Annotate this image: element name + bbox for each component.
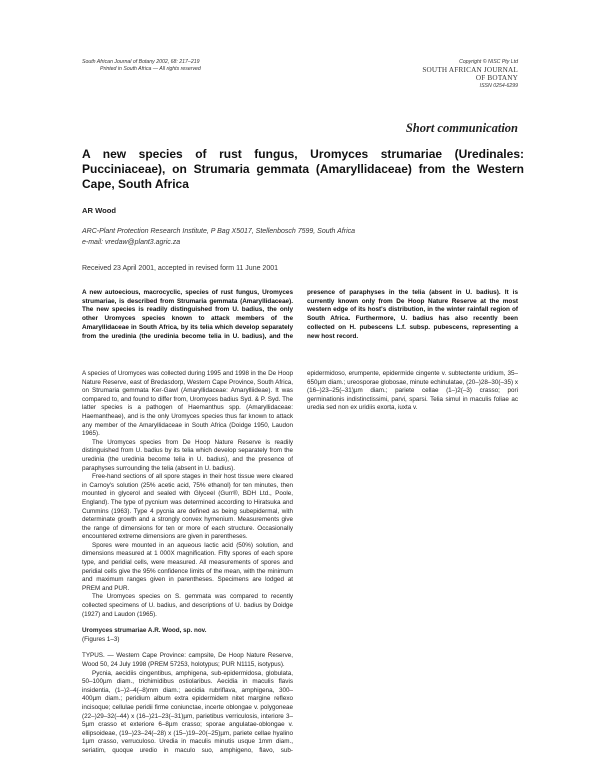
author-affiliation — [82, 227, 355, 248]
body-paragraph-3: Free-hand sections of all spore stages in their host tissue were cleared in Carnoy's solution (25% acetic acid, 75% ethanol) for ten minutes, then mounted in glycerol and sealed with Glyceel (Gurr®, BDH Ltd., Poole, England). The type of pycnium was determined according to Hiratsuka and Cummins (1963). Type 4 pycnia are defined as being subepidermal, with determinate growth and a strongly convex hymenium. Measurements give the range of dimensions for ten or more of each structure. Occasionally encountered extreme dimensions are given in parentheses. — [82, 473, 293, 541]
article-title: A new species of rust fungus, Uromyces strumariae (Uredinales: Pucciniaceae), on Strumaria gemmata (Amaryllidaceae) from the Western Cape, South Africa — [82, 147, 524, 191]
journal-name-line1: SOUTH AFRICAN JOURNAL — [422, 66, 518, 74]
typus-paragraph: TYPUS. — Western Cape Province: campsite, De Hoop Nature Reserve, Wood 50, 24 July 1998 (PREM 57253, holotypus; PUR N1115, isotypus). — [82, 652, 293, 668]
journal-name-line2: OF BOTANY — [475, 74, 518, 83]
abstract: A new autoecious, macrocyclic, species of rust fungus, Uromyces strumariae, is described from Strumaria gemmata (Amaryllidaceae). The new species is readily distinguished from U. badius, the only other Uromyces species known to attack members of the Amaryllidaceae in South Africa, by its telia which develop separately from the uredinia (the uredinia become telia in U. badius), and the presence of paraphyses in the telia (absent in U. badius). It is currently known only from De Hoop Nature Reserve at the most western edge of its host's distribution, in the winter rainfall region of South Africa. Furthermore, U. badius has also recently been collected on H. pubescens L.f. subsp. pubescens, representing a new host record. — [82, 289, 518, 340]
email-line[interactable]: e-mail: vredaw@plant3.agric.za — [82, 238, 181, 246]
received-dates: Received 23 April 2001, accepted in revised form 11 June 2001 — [82, 265, 278, 272]
journal-citation — [82, 59, 201, 73]
journal-masthead — [422, 59, 518, 90]
affiliation-line: ARC-Plant Protection Research Institute, P Bag X5017, Stellenbosch 7599, South Africa — [82, 228, 356, 235]
issn-line: ISSN 0254-6299 — [479, 83, 518, 90]
latin-description: Pycnia, aecidiis cingentibus, amphigena, sub-epidermidosa, globulata, 50–100µm diam., trichimidibus ostiolaribus. Aecidia in maculis flavis insidentia, (1–)2–4(–8)mm diam.; aecidia rubriflava, amphigena, 300–400µm diam.; peridium album extra epidermidem nitet margine reflexo incisoque; cellulae peridii firme coniunctae, incerte oblongae v. polygoneae (22–)29–32(–44) x (16–)21–23(–31)µm, parietibus verriculosis, interiore 3–5µm crasso et exteriore 6–8µm crasso; sporae angulatae-oblongae v. ellipsoideae, (19–)23–24(–28) x (15–)19–20(–25)µm, pariete cellae hyalino 1µm crasso, verruculoso. Uredia in maculis minutis usque 1mm diam., seriatim, quoque uredio in maculo suo, amphigeno, flavo, sub-epidermidoso, erumpente, epidermide cingente v. subtectente uridium, 35–650µm diam.; ureosporae globosae, minute echinulatae, (20–)28–30(–35) x (16–)23–25(–31)µm diam.; pariete cellae (1–)2(–3) crasso; pori germinationis indistinctissimi, parvi, sparsi. Telia simul in maculis foliae ac uredia sed non ex uridiis exorta, iuxta v. — [82, 370, 518, 754]
body-paragraph-2: The Uromyces species from De Hoop Nature Reserve is readily distinguished from U. badius by its telia which develop separately from the uredinia (the uredinia become telia in U. badius), and the presence of paraphyses surrounding the telia (absent in U. badius). — [82, 438, 293, 472]
printed-line: Printed in South Africa — All rights reserved — [100, 66, 201, 72]
copyright-line: Copyright © NISC Pty Ltd — [459, 59, 518, 65]
species-heading: Uromyces strumariae A.R. Wood, sp. nov. — [82, 627, 207, 635]
article-body — [82, 370, 518, 762]
body-paragraph-4: Spores were mounted in an aqueous lactic acid (50%) solution, and dimensions measured at 1 000X magnification. Fifty spores of each spore type, and peridial cells, were measured. All measurements of spores and peridial cells give the 95% confidence limits of the mean, with the minimum and maximum ranges given in parentheses. Specimens are lodged at PREM and PUR. — [82, 541, 293, 592]
section-label: Short communication — [405, 121, 518, 135]
author-name: AR Wood — [82, 206, 117, 215]
figure-reference: (Figures 1–3) — [82, 635, 120, 643]
body-paragraph-5: The Uromyces species on S. gemmata was compared to recently collected specimens of U. badius, and descriptions of U. badius by Doidge (1927) and Laudon (1965). — [82, 593, 293, 618]
body-paragraph-1: A species of Uromyces was collected during 1995 and 1998 in the De Hoop Nature Reserve, east of Bredasdorp, Western Cape Province, South Africa, on Strumaria gemmata Ker-Gawl (Amaryllidaceae: Amarylliideae). It was compared to, and found to differ from, Uromyces badius Syd. & P. Syd. The latter species is a pathogen of Haemanthus spp. (Amaryllidaceae: Haemantheae), and is the only Uromyces species thus far known to attack any member of the Amaryllidaceae in South Africa (Doidge 1950, Laudon 1965). — [82, 370, 293, 438]
citation-line: South African Journal of Botany 2002, 68: 217–219 — [82, 59, 200, 65]
